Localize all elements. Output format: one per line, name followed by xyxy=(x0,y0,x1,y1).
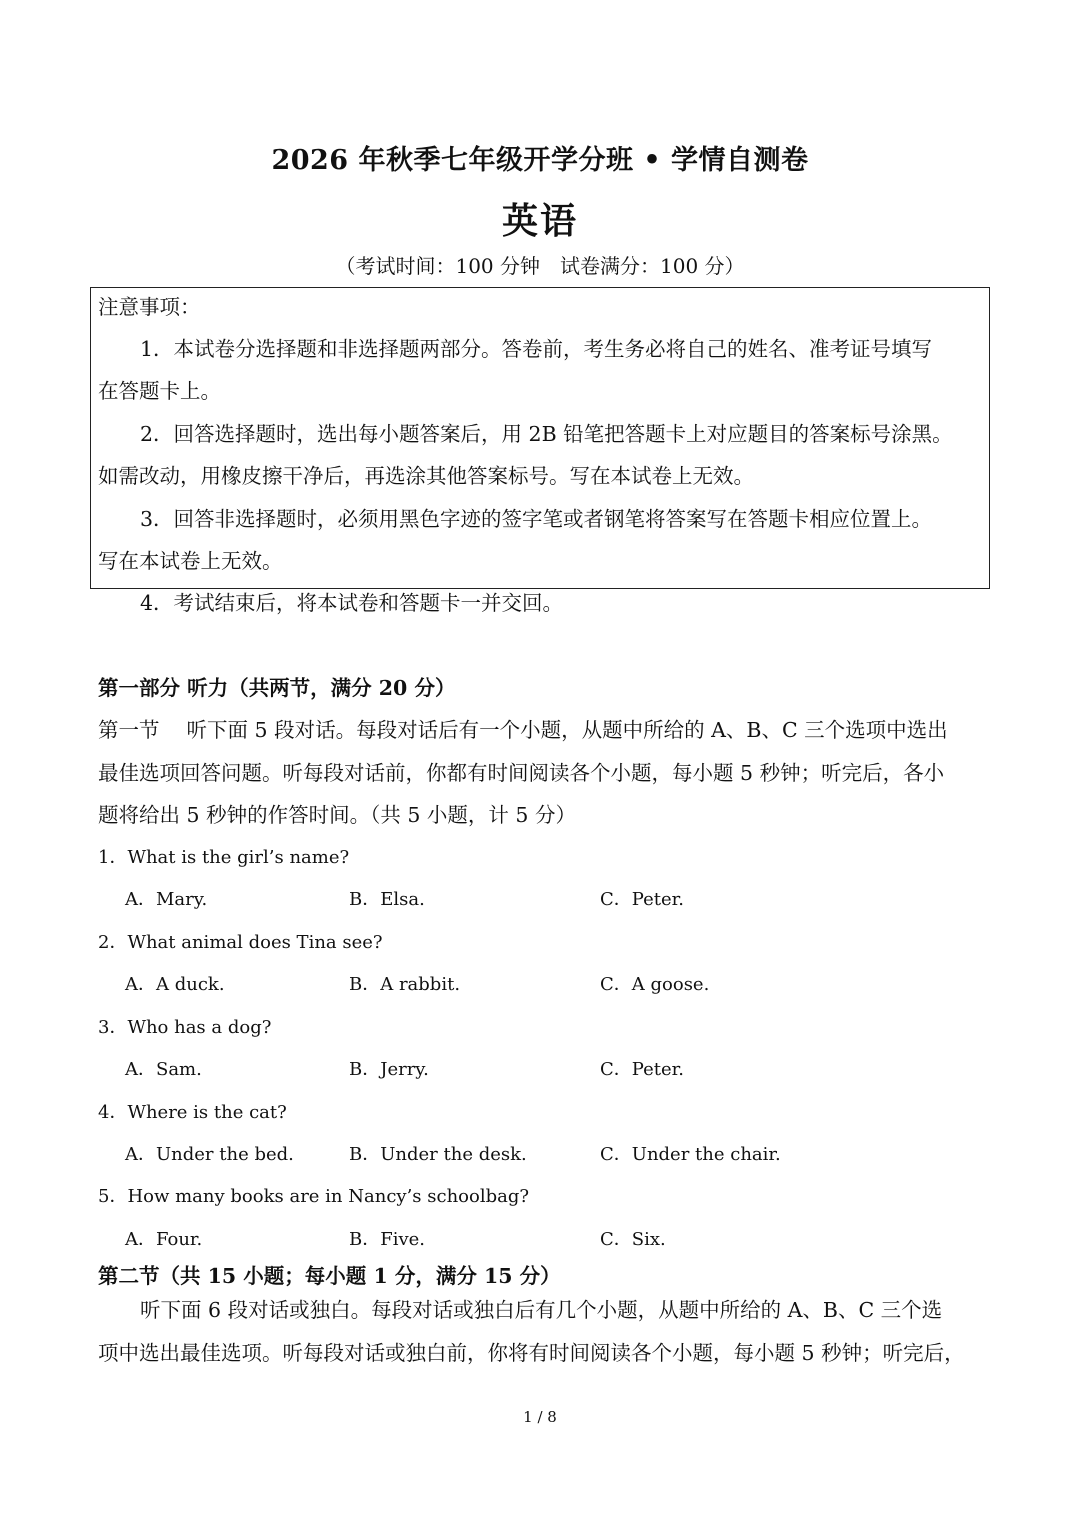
question: 1．What is the girl’s name? xyxy=(98,847,350,868)
notice-line: 3．回答非选择题时，必须用黑色字迹的签字笔或者钢笔将答案写在答题卡相应位置上。 xyxy=(140,507,933,531)
question: 4．Where is the cat? xyxy=(98,1102,287,1123)
option-a: A．Sam. xyxy=(125,1059,202,1080)
option-b: B．Under the desk. xyxy=(349,1144,527,1165)
notice-line: 如需改动，用橡皮擦干净后，再选涂其他答案标号。写在本试卷上无效。 xyxy=(98,464,754,488)
notice-line: 在答题卡上。 xyxy=(98,379,221,403)
question: 3．Who has a dog? xyxy=(98,1017,272,1038)
notice-line: 写在本试卷上无效。 xyxy=(98,549,283,573)
option-b: B．Jerry. xyxy=(349,1059,429,1080)
subject-title: 英语 xyxy=(501,200,578,242)
option-c: C．Under the chair. xyxy=(600,1144,781,1165)
notice-line: 1．本试卷分选择题和非选择题两部分。答卷前，考生务必将自己的姓名、准考证号填写 xyxy=(140,337,933,361)
option-c: C．A goose. xyxy=(600,974,710,995)
option-b: B．A rabbit. xyxy=(349,974,461,995)
option-c: C．Peter. xyxy=(600,889,684,910)
section2-heading: 第二节（共 15 小题；每小题 1 分，满分 15 分） xyxy=(98,1264,561,1288)
section2-instructions: 项中选出最佳选项。听每段对话或独白前，你将有时间阅读各个小题，每小题 5 秒钟；听完后， xyxy=(98,1341,965,1365)
option-c: C．Peter. xyxy=(600,1059,684,1080)
section1-instructions: 题将给出 5 秒钟的作答时间。（共 5 小题，计 5 分） xyxy=(98,803,576,827)
option-a: A．A duck. xyxy=(125,974,225,995)
option-c: C．Six. xyxy=(600,1229,666,1250)
notice-line: 2．回答选择题时，选出每小题答案后，用 2B 铅笔把答题卡上对应题目的答案标号涂黑。 xyxy=(140,422,953,446)
option-b: B．Elsa. xyxy=(349,889,425,910)
exam-meta: （考试时间：100 分钟 试卷满分：100 分） xyxy=(335,254,745,278)
option-a: A．Four. xyxy=(125,1229,203,1250)
part1-heading: 第一部分 听力（共两节，满分 20 分） xyxy=(98,676,456,700)
question: 2．What animal does Tina see? xyxy=(98,932,383,953)
section2-instructions: 听下面 6 段对话或独白。每段对话或独白后有几个小题，从题中所给的 A、B、C 三个选 xyxy=(140,1298,943,1322)
option-a: A．Mary. xyxy=(125,889,208,910)
section1-instructions: 第一节 听下面 5 段对话。每段对话后有一个小题，从题中所给的 A、B、C 三个选项中选出 xyxy=(98,718,948,742)
page-number: 1 / 8 xyxy=(523,1408,557,1426)
option-b: B．Five. xyxy=(349,1229,426,1250)
question: 5．How many books are in Nancy’s schoolbag? xyxy=(98,1186,530,1207)
option-a: A．Under the bed. xyxy=(125,1144,294,1165)
notice-line: 4．考试结束后，将本试卷和答题卡一并交回。 xyxy=(140,591,564,615)
exam-title: 2026 年秋季七年级开学分班 • 学情自测卷 xyxy=(271,145,809,176)
notice-heading: 注意事项： xyxy=(98,295,201,319)
section1-instructions: 最佳选项回答问题。听每段对话前，你都有时间阅读各个小题，每小题 5 秒钟；听完后，各小 xyxy=(98,761,945,785)
